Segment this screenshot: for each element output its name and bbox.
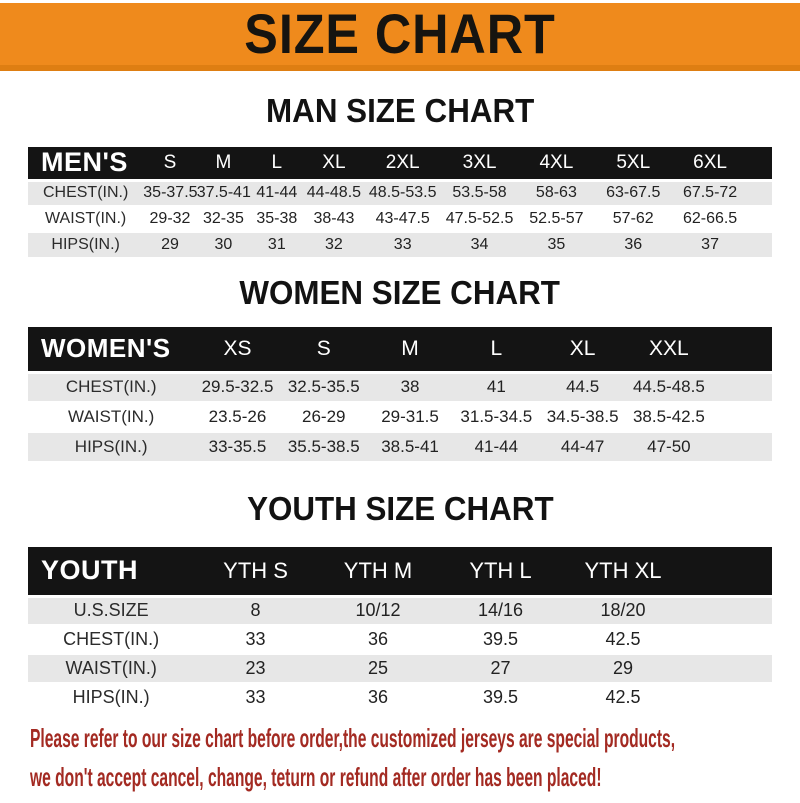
size-value-cell: 38.5-42.5	[632, 407, 705, 426]
row-label: CHEST(IN.)	[42, 184, 129, 202]
column-header: 6XL	[693, 151, 727, 173]
size-value-cell: 42.5	[605, 629, 641, 649]
section-men	[0, 93, 800, 259]
table-corner-label: YOUTH	[41, 555, 138, 586]
table-row	[28, 372, 772, 402]
size-value-cell: 44-47	[560, 437, 605, 456]
size-value-cell: 35.5-38.5	[287, 437, 360, 456]
table-row	[28, 683, 772, 712]
table-header-row	[28, 327, 772, 372]
page-title: SIZE CHART	[244, 2, 556, 65]
size-value-cell: 38	[400, 377, 420, 397]
size-value-cell: 44-48.5	[306, 184, 362, 202]
size-value-cell: 31.5-34.5	[460, 407, 533, 426]
spacer-cell	[684, 683, 772, 712]
size-value-cell: 58-63	[535, 184, 577, 202]
column-header: M	[215, 151, 232, 173]
disclaimer-line-1: Please refer to our size chart before order,the customized jerseys are special products,	[30, 723, 676, 753]
size-value-cell: 43-47.5	[375, 210, 430, 227]
row-label: HIPS(IN.)	[51, 236, 120, 253]
size-value-cell: 53.5-58	[452, 184, 507, 202]
column-header: XXL	[649, 336, 689, 360]
size-value-cell: 36	[368, 687, 389, 707]
youth-section-heading: YOUTH SIZE CHART	[246, 490, 554, 527]
column-header: 3XL	[462, 151, 497, 173]
spacer-cell	[749, 206, 773, 232]
men-size-table	[28, 147, 772, 259]
spacer-cell	[684, 654, 772, 683]
size-value-cell: 29-32	[149, 210, 191, 227]
youth-size-table	[28, 547, 772, 713]
size-value-cell: 37.5-41	[196, 184, 251, 202]
size-value-cell: 32	[325, 236, 343, 253]
column-header: L	[271, 151, 283, 173]
size-value-cell: 18/20	[600, 600, 646, 621]
size-value-cell: 41-44	[256, 184, 298, 202]
size-value-cell: 48.5-53.5	[368, 184, 437, 202]
size-value-cell: 26-29	[302, 407, 346, 426]
men-section-heading: MAN SIZE CHART	[265, 92, 535, 129]
spacer-cell	[749, 147, 773, 180]
table-header-row	[28, 547, 772, 596]
column-header: XL	[322, 151, 346, 173]
spacer-cell	[684, 596, 772, 625]
size-value-cell: 29	[612, 658, 633, 678]
size-value-cell: 35	[547, 236, 566, 253]
spacer-cell	[684, 547, 772, 596]
row-label: HIPS(IN.)	[72, 687, 150, 707]
size-value-cell: 36	[368, 629, 389, 649]
size-chart-content	[0, 93, 800, 713]
row-label: WAIST(IN.)	[65, 658, 157, 678]
row-label: CHEST(IN.)	[65, 377, 157, 397]
column-header: S	[163, 151, 177, 173]
size-value-cell: 35-38	[256, 210, 298, 227]
size-value-cell: 29	[161, 236, 179, 253]
row-label: CHEST(IN.)	[63, 629, 160, 649]
table-corner-label: WOMEN'S	[41, 333, 171, 364]
size-value-cell: 57-62	[612, 210, 654, 227]
table-row	[28, 654, 772, 683]
column-header: YTH L	[469, 557, 532, 583]
size-value-cell: 39.5	[482, 629, 519, 649]
banner	[0, 3, 800, 71]
size-value-cell: 47.5-52.5	[445, 210, 514, 227]
size-value-cell: 29-31.5	[381, 407, 439, 426]
row-label: HIPS(IN.)	[74, 437, 148, 456]
column-header: 5XL	[616, 151, 651, 173]
size-value-cell: 33-35.5	[208, 437, 267, 456]
size-value-cell: 62-66.5	[682, 210, 738, 227]
size-value-cell: 44.5	[566, 377, 600, 397]
table-row	[28, 232, 772, 258]
spacer-cell	[712, 372, 772, 402]
column-header: YTH XL	[584, 557, 662, 583]
table-corner-label: MEN'S	[41, 147, 128, 178]
table-row	[28, 180, 772, 206]
size-value-cell: 67.5-72	[682, 184, 738, 202]
size-value-cell: 14/16	[477, 600, 524, 621]
size-value-cell: 33	[393, 236, 412, 253]
size-value-cell: 10/12	[355, 600, 401, 621]
size-value-cell: 30	[214, 236, 233, 253]
table-header-row	[28, 147, 772, 180]
table-row	[28, 402, 772, 432]
disclaimer-line-2: we don't accept cancel, change, teturn or refund after order has been placed!	[30, 762, 602, 792]
spacer-cell	[712, 432, 772, 462]
section-youth	[0, 491, 800, 713]
size-value-cell: 25	[368, 658, 389, 678]
spacer-cell	[684, 625, 772, 654]
size-value-cell: 37	[701, 236, 719, 253]
women-section-heading: WOMEN SIZE CHART	[239, 274, 561, 311]
column-header: YTH M	[343, 557, 413, 583]
size-value-cell: 36	[624, 236, 643, 253]
disclaimer	[0, 721, 800, 799]
size-value-cell: 23	[245, 658, 266, 678]
size-value-cell: 35-37.5	[143, 184, 198, 202]
table-row	[28, 596, 772, 625]
column-header: XL	[569, 336, 596, 360]
row-label: WAIST(IN.)	[45, 210, 127, 227]
size-value-cell: 38-43	[313, 210, 355, 227]
column-header: YTH S	[223, 557, 288, 583]
column-header: L	[490, 336, 503, 360]
size-value-cell: 33	[245, 687, 266, 707]
size-value-cell: 42.5	[605, 687, 641, 707]
size-value-cell: 33	[245, 629, 266, 649]
column-header: 2XL	[385, 151, 420, 173]
section-women	[0, 275, 800, 463]
size-value-cell: 31	[267, 236, 286, 253]
women-size-table	[28, 327, 772, 463]
table-row	[28, 206, 772, 232]
column-header: M	[401, 336, 419, 360]
column-header: XS	[223, 336, 252, 360]
size-value-cell: 34	[470, 236, 489, 253]
size-value-cell: 41	[486, 377, 506, 397]
size-value-cell: 27	[490, 658, 511, 678]
row-label: U.S.SIZE	[73, 600, 149, 621]
size-value-cell: 29.5-32.5	[201, 377, 274, 397]
spacer-cell	[712, 402, 772, 432]
size-value-cell: 32-35	[202, 210, 244, 227]
size-value-cell: 41-44	[474, 437, 519, 456]
size-value-cell: 47-50	[647, 437, 691, 456]
table-row	[28, 625, 772, 654]
spacer-cell	[749, 180, 773, 206]
spacer-cell	[749, 232, 773, 258]
size-value-cell: 32.5-35.5	[287, 377, 360, 397]
column-header: S	[316, 336, 331, 360]
size-value-cell: 63-67.5	[606, 184, 661, 202]
size-value-cell: 39.5	[482, 687, 519, 707]
size-value-cell: 44.5-48.5	[632, 377, 705, 397]
size-value-cell: 23.5-26	[208, 407, 267, 426]
table-row	[28, 432, 772, 462]
size-value-cell: 52.5-57	[529, 210, 584, 227]
size-value-cell: 38.5-41	[381, 437, 439, 456]
size-value-cell: 8	[250, 600, 261, 621]
column-header: 4XL	[539, 151, 574, 173]
spacer-cell	[712, 327, 772, 372]
row-label: WAIST(IN.)	[68, 407, 155, 426]
size-value-cell: 34.5-38.5	[546, 407, 619, 426]
